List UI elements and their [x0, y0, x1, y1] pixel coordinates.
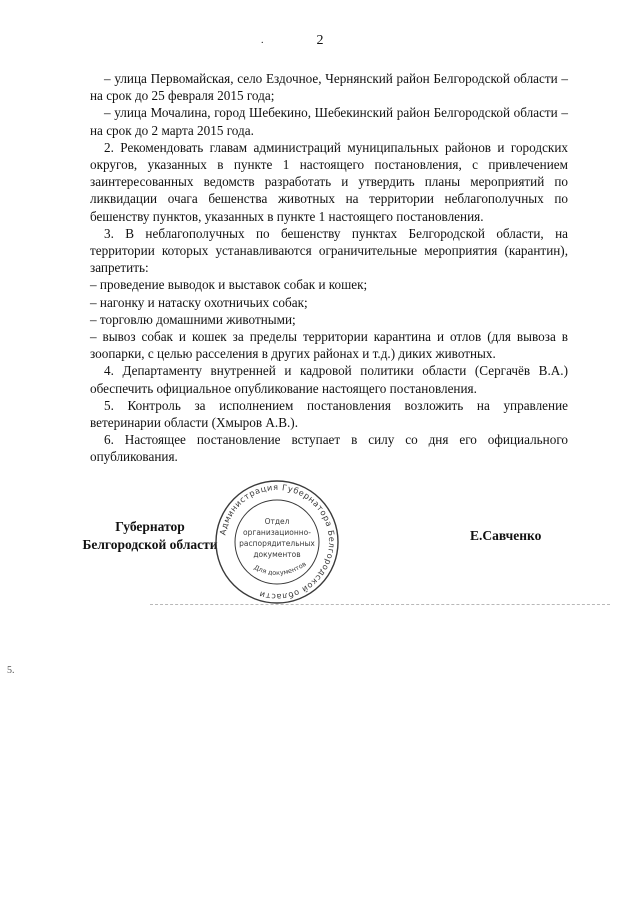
paragraph: 5. Контроль за исполнением постановления возложить на управление ветеринарии области (Хмыров А.В.).: [90, 397, 568, 431]
governor-title-line2: Белгородской области: [82, 537, 218, 552]
seal-line3: распорядительных: [239, 539, 315, 548]
official-seal: [214, 479, 340, 605]
paragraph: – улица Первомайская, село Ездочное, Чернянский район Белгородской области – на срок до 25 февраля 2015 года;: [90, 71, 568, 104]
bottom-dashed-rule: [150, 604, 610, 606]
paragraph: 3. В неблагополучных по бешенству пунктах Белгородской области, на территории которых устанавливаются ограничительные мероприятия (карантин), запретить:: [90, 225, 568, 276]
paragraph: 4. Департаменту внутренней и кадровой политики области (Сергачёв В.А.) обеспечить официальное опубликование настоящего постановления.: [90, 363, 568, 396]
margin-mark: 5.: [7, 665, 15, 676]
stray-dot: .: [261, 35, 264, 46]
document-body: [90, 70, 568, 466]
page-number: 2: [316, 33, 324, 48]
seal-bottom-text: Для документов: [252, 559, 308, 578]
paragraph: – вывоз собак и кошек за пределы территории карантина и отлов (для вывоза в зоопарки, с целью расселения в других районах и т.д.) диких животных.: [90, 329, 568, 362]
governor-title: [70, 518, 230, 554]
seal-line2: организационно-: [243, 528, 311, 537]
paragraph: – нагонку и натаску охотничьих собак;: [90, 294, 308, 310]
governor-title-line1: Губернатор: [115, 519, 185, 534]
seal-line4: документов: [253, 550, 301, 559]
paragraph: – улица Мочалина, город Шебекино, Шебекинский район Белгородской области – на срок до 2 марта 2015 года.: [90, 105, 568, 138]
governor-name: Е.Савченко: [470, 528, 542, 543]
seal-line1: Отдел: [264, 517, 290, 526]
paragraph: – проведение выводок и выставок собак и кошек;: [90, 277, 368, 293]
paragraph: 6. Настоящее постановление вступает в силу со дня его официального опубликования.: [90, 432, 568, 465]
paragraph: – торговлю домашними животными;: [90, 311, 296, 327]
seal-ring-text: Администрация Губернатора Белгородской области: [217, 481, 338, 603]
paragraph: 2. Рекомендовать главам администраций муниципальных районов и городских округов, указанных в пункте 1 настоящего постановления, с привлечением заинтересованных ведомств разработать и утвердить планы мероприятий по ликвидации очага бешенства животных на территории неблагополучных по бешенству пунктов, указанных в пункте 1 настоящего постановления.: [90, 139, 568, 224]
